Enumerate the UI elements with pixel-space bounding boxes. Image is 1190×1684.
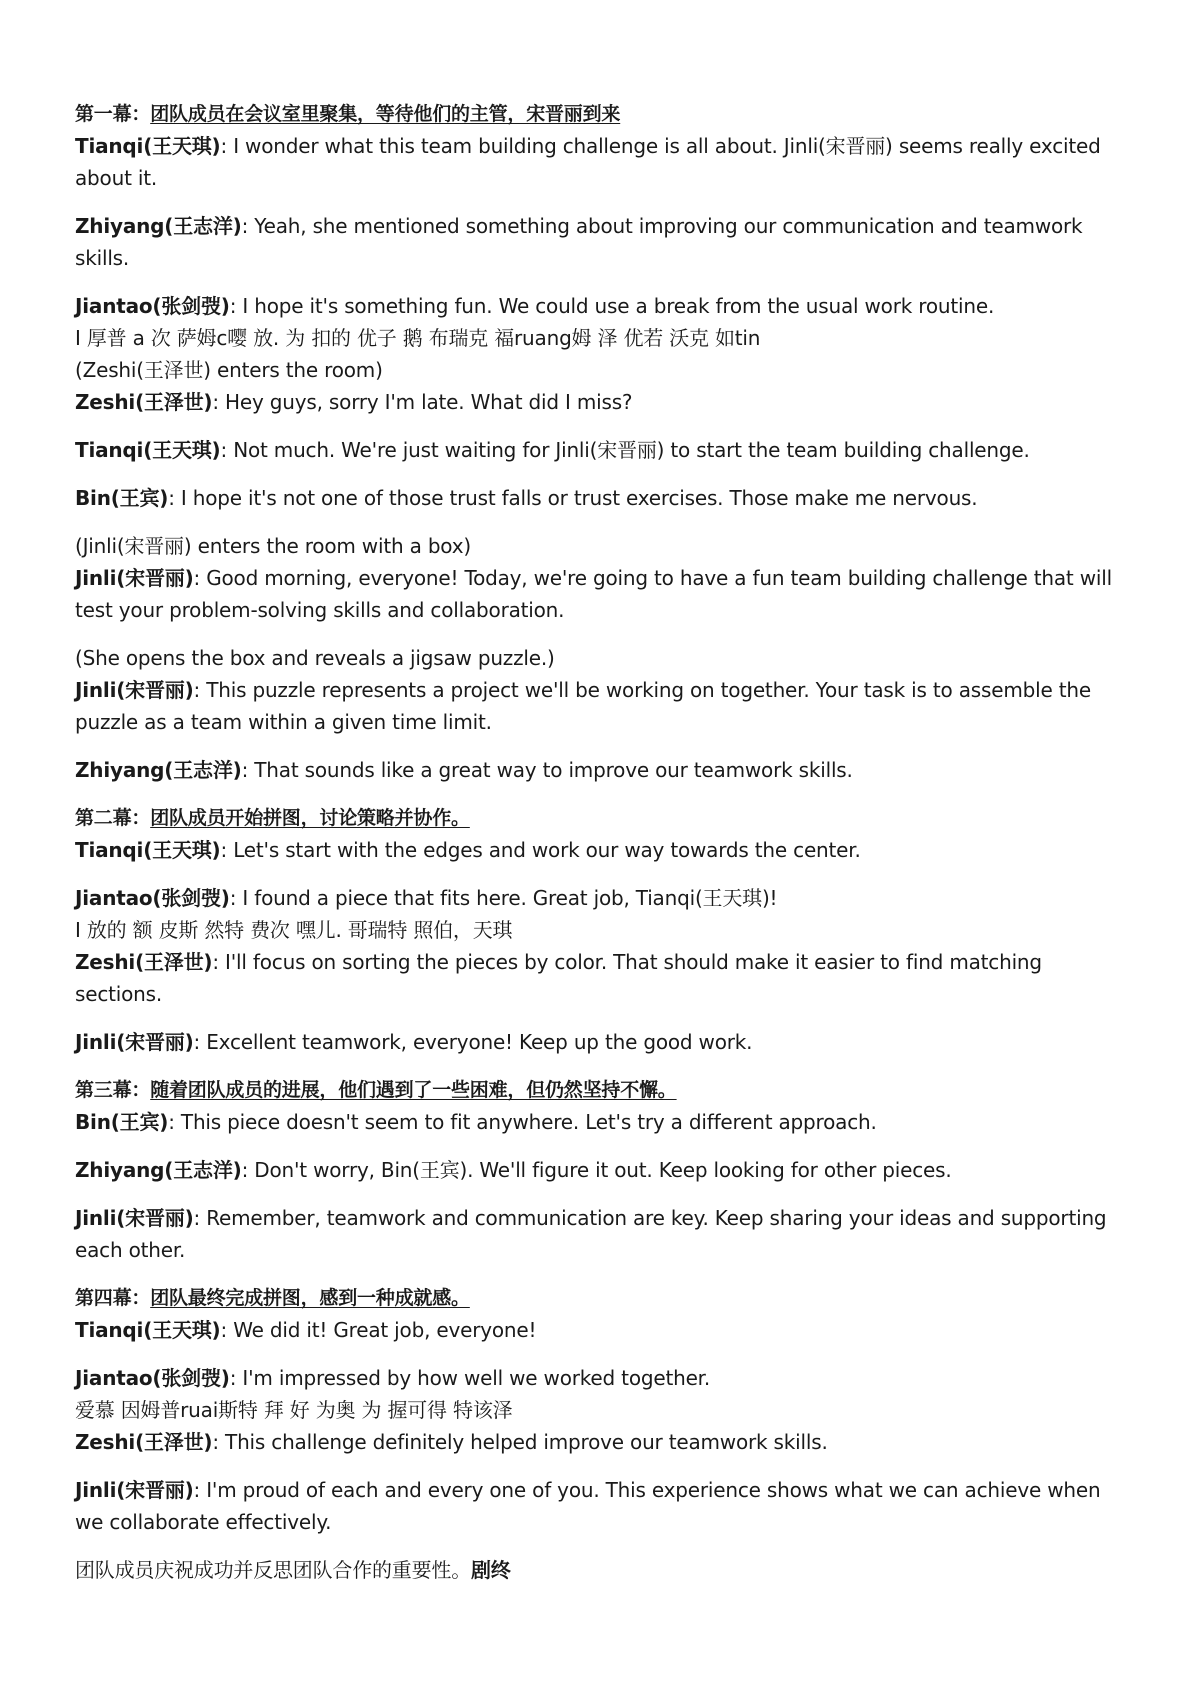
script-document [75,98,1125,1586]
dialogue-text: : This piece doesn't seem to fit anywhere. Let's try a different approach. [168,1110,877,1134]
scene-label: 第二幕： [75,807,151,829]
closing-line [75,1554,1125,1586]
speaker-name: Tianqi(王天琪) [75,838,221,862]
speaker-name: Jinli(宋晋丽) [75,1478,194,1502]
dialogue-text: : We did it! Great job, everyone! [220,1318,537,1342]
speaker-name: Jiantao(张剑弢) [75,886,230,910]
speaker-name: Jinli(宋晋丽) [75,678,194,702]
dialogue-text: : Excellent teamwork, everyone! Keep up the good work. [193,1030,753,1054]
closing-text: 团队成员庆祝成功并反思团队合作的重要性。 [75,1558,471,1582]
speaker-name: Jinli(宋晋丽) [75,1030,194,1054]
dialogue-text: : Don't worry, Bin(王宾). We'll figure it out. Keep looking for other pieces. [241,1158,952,1182]
stage-direction [75,914,1125,946]
dialogue-line [75,562,1125,626]
stage-direction-text: (Jinli(宋晋丽) enters the room with a box) [75,534,471,558]
dialogue-line [75,1474,1125,1538]
stage-direction [75,354,1125,386]
speaker-name: Jiantao(张剑弢) [75,294,230,318]
dialogue-text: : I'm impressed by how well we worked together. [229,1366,711,1390]
dialogue-line [75,1026,1125,1058]
stage-direction [75,642,1125,674]
dialogue-line [75,1106,1125,1138]
stage-direction-text: I 厚普 a 次 萨姆c嘤 放. 为 扣的 优子 鹅 布瑞克 福ruang姆 泽 优若 沃克 如tin [75,326,761,350]
dialogue-text: : Not much. We're just waiting for Jinli(宋晋丽) to start the team building challenge. [220,438,1030,462]
dialogue-text: : That sounds like a great way to improve our teamwork skills. [241,758,853,782]
scene-description: 团队成员开始拼图，讨论策略并协作。 [150,807,470,829]
dialogue-text: : Remember, teamwork and communication are key. Keep sharing your ideas and supporting each other. [75,1206,1107,1262]
dialogue-text: : Hey guys, sorry I'm late. What did I miss? [212,390,633,414]
scene-heading [75,1282,1125,1314]
scene-description: 随着团队成员的进展，他们遇到了一些困难，但仍然坚持不懈。 [150,1079,677,1101]
stage-direction-text: 爱慕 因姆普ruai斯特 拜 好 为奥 为 握可得 特该泽 [75,1398,513,1422]
scene-label: 第四幕： [75,1287,151,1309]
dialogue-text: : This challenge definitely helped improve our teamwork skills. [212,1430,828,1454]
dialogue-text: : I'll focus on sorting the pieces by color. That should make it easier to find matching sections. [75,950,1042,1006]
stage-direction [75,322,1125,354]
scene-label: 第一幕： [75,103,151,125]
speaker-name: Zhiyang(王志洋) [75,214,242,238]
dialogue-text: : This puzzle represents a project we'll be working on together. Your task is to assemble the puzzle as a team within a given time limit. [75,678,1091,734]
dialogue-line [75,210,1125,274]
dialogue-text: : I found a piece that fits here. Great job, Tianqi(王天琪)! [229,886,778,910]
stage-direction [75,530,1125,562]
dialogue-text: : Let's start with the edges and work our way towards the center. [220,838,861,862]
speaker-name: Tianqi(王天琪) [75,134,221,158]
speaker-name: Zhiyang(王志洋) [75,758,242,782]
dialogue-line [75,834,1125,866]
stage-direction-text: (Zeshi(王泽世) enters the room) [75,358,383,382]
dialogue-line [75,130,1125,194]
dialogue-line [75,1426,1125,1458]
dialogue-line [75,1202,1125,1266]
speaker-name: Zeshi(王泽世) [75,950,213,974]
scene-description: 团队最终完成拼图，感到一种成就感。 [150,1287,470,1309]
stage-direction [75,1394,1125,1426]
dialogue-line [75,482,1125,514]
dialogue-text: : Good morning, everyone! Today, we're going to have a fun team building challenge that will test your problem-solving skills and collaboration. [75,566,1112,622]
speaker-name: Bin(王宾) [75,486,169,510]
dialogue-line [75,882,1125,914]
speaker-name: Jinli(宋晋丽) [75,566,194,590]
dialogue-line [75,754,1125,786]
speaker-name: Zeshi(王泽世) [75,1430,213,1454]
dialogue-line [75,1362,1125,1394]
speaker-name: Jinli(宋晋丽) [75,1206,194,1230]
speaker-name: Zhiyang(王志洋) [75,1158,242,1182]
scene-heading [75,1074,1125,1106]
dialogue-text: : I hope it's something fun. We could use a break from the usual work routine. [229,294,995,318]
dialogue-line [75,674,1125,738]
scene-heading [75,98,1125,130]
scene-heading [75,802,1125,834]
stage-direction-text: (She opens the box and reveals a jigsaw puzzle.) [75,646,555,670]
stage-direction-text: I 放的 额 皮斯 然特 费次 嘿儿. 哥瑞特 照伯，天琪 [75,918,513,942]
dialogue-line [75,386,1125,418]
speaker-name: Tianqi(王天琪) [75,438,221,462]
scene-description: 团队成员在会议室里聚集，等待他们的主管，宋晋丽到来 [150,103,621,125]
speaker-name: Jiantao(张剑弢) [75,1366,230,1390]
scene-label: 第三幕： [75,1079,151,1101]
dialogue-text: : Yeah, she mentioned something about improving our communication and teamwork skills. [75,214,1083,270]
dialogue-line [75,946,1125,1010]
dialogue-text: : I wonder what this team building challenge is all about. Jinli(宋晋丽) seems really excited about it. [75,134,1101,190]
dialogue-line [75,1314,1125,1346]
speaker-name: Bin(王宾) [75,1110,169,1134]
dialogue-line [75,434,1125,466]
end-marker: 剧终 [471,1558,511,1582]
speaker-name: Tianqi(王天琪) [75,1318,221,1342]
dialogue-text: : I hope it's not one of those trust falls or trust exercises. Those make me nervous. [168,486,978,510]
dialogue-line [75,290,1125,322]
speaker-name: Zeshi(王泽世) [75,390,213,414]
dialogue-line [75,1154,1125,1186]
dialogue-text: : I'm proud of each and every one of you. This experience shows what we can achieve when we collaborate effectively. [75,1478,1101,1534]
